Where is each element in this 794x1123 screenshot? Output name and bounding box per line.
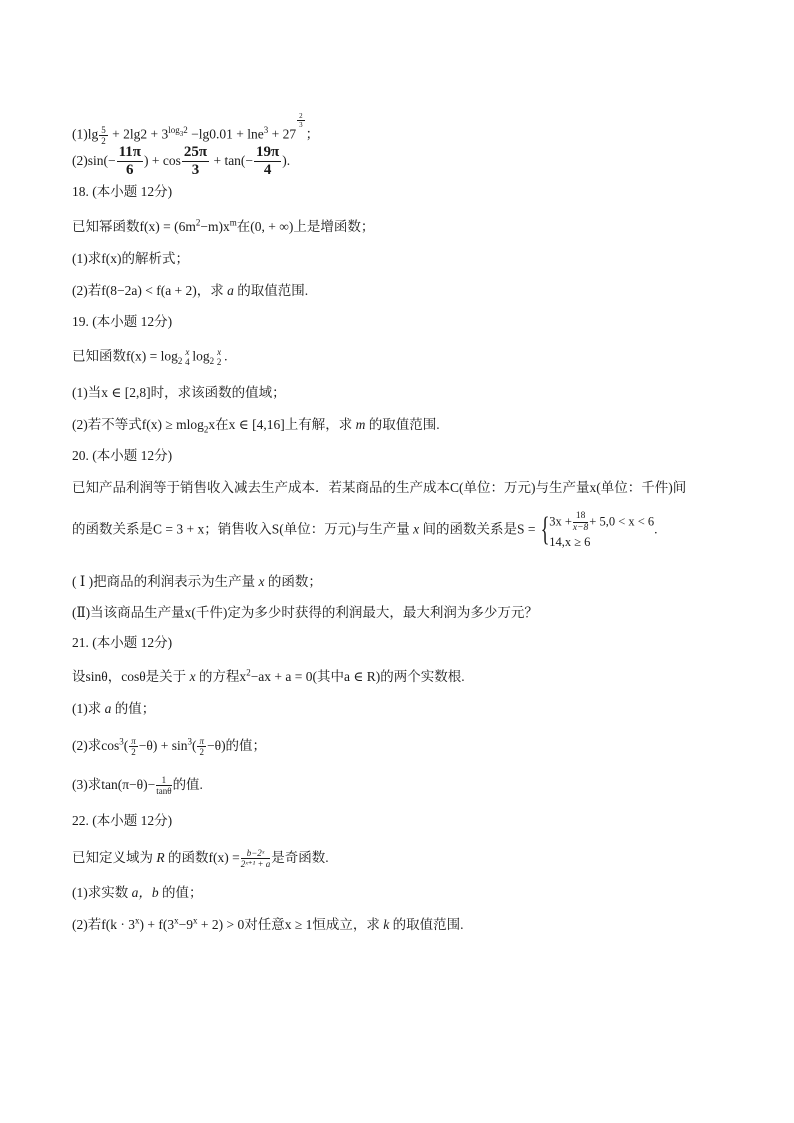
- p21-q2-c: −θ) + sin: [138, 737, 188, 753]
- frac-num: 19π: [254, 144, 281, 162]
- case1-frac-den: x−8: [572, 522, 589, 533]
- p22-stem-a: 已知定义域为: [72, 849, 157, 865]
- p19-stem-a: 已知函数f(x) = log: [72, 348, 178, 364]
- p17-27-exp: [296, 112, 306, 135]
- p21-stem-sup: 2: [246, 667, 251, 678]
- p20-stem2-var: x: [413, 521, 420, 537]
- p22-q2-a: (2)若f(k · 3: [72, 917, 135, 932]
- p19-frac2-top: x: [217, 347, 222, 357]
- p19-q2-c: 的取值范围.: [365, 417, 440, 432]
- left-brace: {: [540, 511, 550, 549]
- frac-den: 2: [199, 747, 204, 758]
- frac-den: 3: [191, 162, 200, 179]
- p22-header: 22. (本小题 12分): [72, 813, 173, 828]
- p18-stem-c: 在(0, + ∞)上是增函数；: [236, 219, 375, 234]
- fraction-19pi-4: [254, 144, 281, 180]
- fraction-25pi-3: [182, 144, 209, 180]
- p21-q3: [72, 775, 203, 797]
- p20-stem2-a: 的函数关系是C = 3 + x；销售收入S(单位：万元)与生产量: [72, 521, 414, 537]
- frac-den: 2ˣ⁺¹ + a: [240, 859, 271, 870]
- p21-q1-var: a: [104, 701, 112, 716]
- p22-q2: [72, 916, 463, 934]
- p17-part1: [72, 112, 319, 146]
- p18-stem-a: 已知幂函数f(x) = (6m: [72, 219, 196, 234]
- p19-frac1-top: x: [185, 347, 190, 357]
- p17-27-exp-num: 2: [299, 112, 303, 120]
- frac-den: 2: [131, 747, 136, 758]
- p19-header: 19. (本小题 12分): [72, 314, 173, 329]
- frac-den: 6: [126, 162, 134, 179]
- p17-exp-arg: 2: [183, 125, 188, 136]
- p19-stem: [72, 347, 228, 368]
- p22-q2-d: + 2) > 0对任意x ≥ 1恒成立，求: [197, 917, 384, 932]
- p17-part2-mid1: ) + cos: [144, 152, 181, 168]
- p22-q1-a: (1)求实数: [72, 885, 132, 900]
- p17-27-exp-frac: [297, 112, 305, 129]
- p21-stem-a: 设sinθ，cosθ是关于: [72, 669, 190, 684]
- p19-q2-a: (2)若不等式f(x) ≥ mlog: [72, 417, 204, 432]
- case1-frac-num: 18: [573, 511, 588, 523]
- p18-q2: [72, 282, 308, 300]
- p19-q2-b: x在x ∈ [4,16]上有解，求: [208, 417, 356, 432]
- p21-q2-d: (: [191, 737, 197, 753]
- p17-lne-exp: 3: [263, 125, 269, 136]
- case-1: [549, 511, 654, 534]
- p22-frac: [241, 848, 271, 870]
- p22-q2-sup2: x: [174, 915, 179, 926]
- p18-sup1: 2: [195, 217, 201, 228]
- p21-stem-b: 的方程x: [195, 669, 247, 684]
- p21-q2-sup1: 3: [119, 736, 124, 747]
- p20-q1-a: ( Ⅰ )把商品的利润表示为生产量: [72, 574, 259, 589]
- p21-stem-c: −ax + a = 0(其中a ∈ R)的两个实数根.: [250, 669, 465, 684]
- p21-q1: [72, 700, 155, 718]
- p19-frac2-bottom: 2: [216, 357, 222, 368]
- one-over-tan-frac: [156, 775, 171, 797]
- p21-q1-a: (1)求: [72, 701, 105, 716]
- p22-stem-b: 的函数f(x) =: [164, 849, 240, 865]
- frac-num: b−2ˣ: [241, 848, 271, 859]
- p20-q1-b: 的函数；: [264, 574, 322, 589]
- p21-stem-var: x: [189, 669, 196, 684]
- piecewise-cases: [549, 511, 654, 550]
- p19-frac1: [183, 347, 191, 368]
- p22-q2-c: −9: [178, 917, 193, 932]
- p20-stem2: [72, 511, 658, 550]
- pi-over-2-frac: [197, 736, 206, 758]
- p22-q2-var: k: [383, 917, 390, 932]
- frac-num: π: [131, 736, 136, 746]
- p17-part1-term-c: + 27: [271, 126, 297, 142]
- frac-den: 4: [263, 162, 272, 179]
- frac-num: 25π: [182, 144, 209, 162]
- p18-stem: [72, 218, 374, 236]
- p19-q2-sub: 2: [203, 424, 209, 435]
- p19-stem-end: .: [224, 348, 228, 364]
- frac-den: tanθ: [156, 786, 172, 797]
- p22-q2-sup1: x: [134, 915, 140, 926]
- p21-q2: [72, 736, 266, 758]
- p20-q1: [72, 573, 322, 591]
- p17-part2-mid2: + tan(−: [213, 152, 254, 168]
- p18-sup2: m: [229, 217, 237, 228]
- p17-exp: [168, 125, 188, 138]
- p22-q1-b: 的值；: [158, 885, 203, 900]
- frac-num: 11π: [117, 144, 143, 162]
- p18-stem-b: −m)x: [200, 219, 230, 234]
- p22-q1: [72, 884, 203, 902]
- p17-part1-term-a: + 2lg2 + 3: [112, 126, 169, 142]
- p20-stem1: 已知产品利润等于销售收入减去生产成本．若某商品的生产成本C(单位：万元)与生产量x(单位：千件)间: [72, 480, 687, 495]
- p18-q1: (1)求f(x)的解析式；: [72, 251, 189, 266]
- p22-q1-var: a，b: [131, 885, 159, 900]
- case1-a: 3x +: [549, 514, 572, 529]
- p21-q1-b: 的值；: [111, 701, 156, 716]
- pi-over-2-frac: [129, 736, 138, 758]
- p19-q2-var: m: [355, 417, 366, 432]
- p22-stem-var: R: [156, 849, 165, 865]
- p21-q2-a: (2)求cos: [72, 737, 120, 753]
- p17-27-exp-den: 3: [299, 121, 303, 130]
- p19-q2: [72, 416, 440, 434]
- p19-frac1-bottom: 4: [185, 357, 190, 368]
- p22-stem-c: 是奇函数.: [271, 849, 329, 865]
- p20-header: 20. (本小题 12分): [72, 448, 173, 463]
- p17-exp-base: 3: [179, 129, 184, 138]
- lg-frac-den: 2: [101, 135, 106, 146]
- p19-q1: (1)当x ∈ [2,8]时，求该函数的值域；: [72, 385, 286, 400]
- p19-sub2: 2: [209, 356, 215, 367]
- p18-q2-b: 的取值范围.: [233, 283, 309, 298]
- p17-exp-log: log: [168, 125, 180, 136]
- p20-q2: (Ⅱ)当该商品生产量x(千件)定为多少时获得的利润最大，最大利润为多少万元？: [72, 605, 538, 620]
- p17-part1-term-b: −lg0.01 + lne: [191, 126, 264, 142]
- p21-q2-e: −θ)的值；: [206, 737, 267, 753]
- p20-stem2-end: .: [654, 521, 658, 537]
- frac-num: π: [199, 736, 204, 746]
- p19-sub1: 2: [177, 356, 183, 367]
- p21-q3-a: (3)求tan(π−θ)−: [72, 776, 156, 792]
- p21-header: 21. (本小题 12分): [72, 635, 173, 650]
- p19-stem-log: log: [192, 348, 210, 364]
- case-2: 14,x ≥ 6: [549, 534, 591, 549]
- p21-stem: [72, 668, 465, 686]
- p22-q2-sup3: x: [192, 915, 198, 926]
- case1-frac: [573, 511, 588, 534]
- p19-frac2: [215, 347, 223, 368]
- p17-part1-end: ；: [305, 126, 320, 142]
- p18-header: 18. (本小题 12分): [72, 184, 173, 199]
- p22-q2-e: 的取值范围.: [389, 917, 464, 932]
- fraction-11pi-6: [117, 144, 143, 180]
- p17-part1-label: (1)lg: [72, 126, 99, 142]
- p21-q2-b: (: [123, 737, 129, 753]
- p18-q2-var: a: [227, 283, 234, 298]
- p22-q2-b: ) + f(3: [139, 917, 175, 932]
- p18-q2-a: (2)若f(8−2a) < f(a + 2)，求: [72, 283, 228, 298]
- p17-part2: [72, 144, 290, 180]
- p21-q3-b: 的值.: [172, 776, 203, 792]
- p20-q1-var: x: [258, 574, 265, 589]
- p21-q2-sup2: 3: [187, 736, 192, 747]
- p22-stem: [72, 848, 329, 870]
- case1-b: + 5,0 < x < 6: [589, 514, 655, 529]
- p20-stem2-b: 间的函数关系是S =: [419, 521, 539, 537]
- lg-frac-num: 5: [101, 124, 106, 135]
- p17-part2-end: ).: [282, 152, 291, 168]
- p17-part2-label: (2)sin(−: [72, 152, 116, 168]
- frac-num: 1: [156, 775, 171, 786]
